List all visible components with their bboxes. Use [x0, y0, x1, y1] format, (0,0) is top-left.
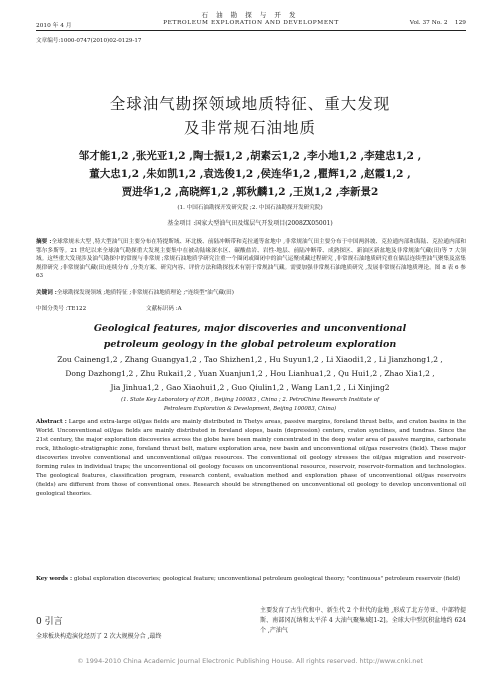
- keywords-cn-label: 关键词 :: [36, 290, 57, 296]
- title-cn-line-1: 全球油气勘探领域地质特征、重大发现: [109, 95, 391, 113]
- page-number: 129: [454, 20, 466, 26]
- journal-name-cn: 石 油 勘 探 与 开 发: [201, 11, 299, 19]
- volume-issue: Vol. 37 No. 2: [409, 20, 448, 26]
- abstract-cn-text: 全球常规未大型 ,特大型油气田主要分布在特提斯域、环北极、前陆冲断带和克拉通等盆地中 ,非常规油气田主要分布于中国两斜坡、克拉通内部和海陆、克拉通内部和鄂尔多斯等。21 世纪以来全球油气勘探重大发现主要集中在被动陆缘深水区、碳酸盐岩、岩性-地层、前陆冲断带、成熟探区、新油区新盆地及非常规油气藏(田)等 7 大领域。这些重大发现涉及油气勘探中的常规与非常规 ;常规石油地质学研究注重一个圈闭或圈闭中的油气运聚成藏过程研究 ,非常规石油地质研究重在储层连续型油气聚集及富集规律研究 ;非常规油气藏(田)连续分布 ,分类方案、研究内容、评价方法和勘探技术有别于常规油气藏。需要加强非常规石油地质研究 ,发展非常规石油地质理论。图 8 表 6 参 63: [36, 239, 466, 279]
- authors-en-line-3: Jia Jinhua1,2 , Gao Xiaohui1,2 , Guo Qiulin1,2 , Wang Lan1,2 , Li Xinjing2: [110, 383, 390, 392]
- clc-number: 中图分类号 :TE122: [36, 306, 87, 312]
- keywords-cn: [36, 288, 466, 296]
- issue-date: 2010 年 4 月: [36, 23, 72, 29]
- volume-page: [410, 20, 466, 26]
- keywords-en-label: Key words :: [36, 576, 73, 582]
- copyright-footer: © 1994-2010 China Academic Journal Electronic Publishing House. All rights reserved. http://www.cnki.net: [77, 657, 423, 665]
- abstract-cn-label: 摘要 :: [36, 239, 52, 245]
- authors-cn-line-1: 邹才能1,2 ,张光亚1,2 ,陶士振1,2 ,胡素云1,2 ,李小地1,2 ,李建忠1,2 ,: [78, 150, 422, 162]
- abstract-en-text: Large and extra-large oil/gas fields are mainly distributed in Thetys areas, passive margins, foreland thrust belts, and craton basins in the World. Unconventional oil/gas fields are mainly distributed in foreland slopes, basin (depression) centers, craton synclines, and tundras. Since the 21st century, the major exploration discoveries across the globe have been mainly concentrated in the deep water area of passive margins, carbonate rock, lithologic-stratigraphic zone, foreland thrust belt, mature exploration area, new basin and unconventional oil/gas reservoirs (field). These major discoveries involve conventional and unconventional oil/gas resources. The conventional oil geology stresses the oil/gas migration and reservoir-forming rules in individual traps; the unconventional oil geology focuses on unconventional resource, reservoir, reservoir-formation and technologies. The geological features, classification program, research content, evaluation method and exploration phase of unconventional oil/gas reservoirs (fields) are different from those of conventional ones. Research should be strengthened on unconventional oil geology to develop unconventional oil geological theories.: [36, 419, 467, 497]
- keywords-cn-text: 全球勘探发现领域 ;地质特征 ;非常规石油地质理论 ;"连续型"油气藏(田): [56, 290, 234, 296]
- title-en-line-2: petroleum geology in the global petroleum exploration: [103, 339, 397, 350]
- abstract-en: [36, 418, 466, 499]
- journal-name-en: PETROLEUM EXPLORATION AND DEVELOPMENT: [163, 20, 339, 26]
- authors-cn-line-3: 贾进华1,2 ,高晓辉1,2 ,郭秋麟1,2 ,王岚1,2 ,李新景2: [121, 186, 379, 198]
- header-rule: [36, 30, 466, 31]
- body-column-right: 主要发育了古生代和中、新生代 2 个世代的盆地 ,形成了北方劳亚、中部特提斯、南部冈瓦纳和太平洋 4 大油气聚集域[1-2]。全球大中型沉积盆地约 624 个 ,产油气: [260, 607, 466, 634]
- abstract-cn: [36, 238, 466, 281]
- authors-cn-line-2: 董大忠1,2 ,朱如凯1,2 ,袁选俊1,2 ,侯连华1,2 ,瞿辉1,2 ,赵霞1,2 ,: [89, 168, 411, 180]
- section-heading: 0 引言: [36, 617, 63, 627]
- affiliation-en-line-1: (1. State Key Laboratory of EOR , Beijing 100083 , China ; 2. PetroChina Research Institute of: [121, 397, 379, 403]
- document-code: 文献标识码 :A: [146, 306, 182, 312]
- title-en-line-1: Geological features, major discoveries and unconventional: [93, 323, 407, 334]
- article-number: 文章编号:1000-0747(2010)02-0129-17: [36, 38, 142, 44]
- affiliation-en-line-2: Petroleum Exploration & Development, Beijing 100083, China): [163, 406, 337, 412]
- title-cn-line-2: 及非常规石油地质: [183, 119, 316, 137]
- body-column-left: 全球板块构造演化经历了 2 次大规模分合 ,最终: [36, 633, 162, 640]
- authors-en-line-2: Dong Dazhong1,2 , Zhu Rukai1,2 , Yuan Xuanjun1,2 , Hou Lianhua1,2 , Qu Hui1,2 , Zhao Xia1,2 ,: [65, 369, 435, 378]
- authors-en-line-1: Zou Caineng1,2 , Zhang Guangya1,2 , Tao Shizhen1,2 , Hu Suyun1,2 , Li Xiaodi1,2 , Li Jianzhong1,2 ,: [57, 355, 443, 364]
- affiliation-cn: (1. 中国石油勘探开发研究院 ;2. 中国石油勘探开发研究院): [177, 205, 323, 211]
- fund-info: 基金项目 :国家大型油气田及煤层气开发项目(2008ZX05001): [167, 220, 333, 227]
- keywords-en: [36, 575, 466, 584]
- keywords-en-text: global exploration discoveries; geological feature; unconventional petroleum geological theory; "continuous" petroleum reservoir (field): [73, 576, 461, 582]
- abstract-en-label: Abstract :: [36, 419, 67, 425]
